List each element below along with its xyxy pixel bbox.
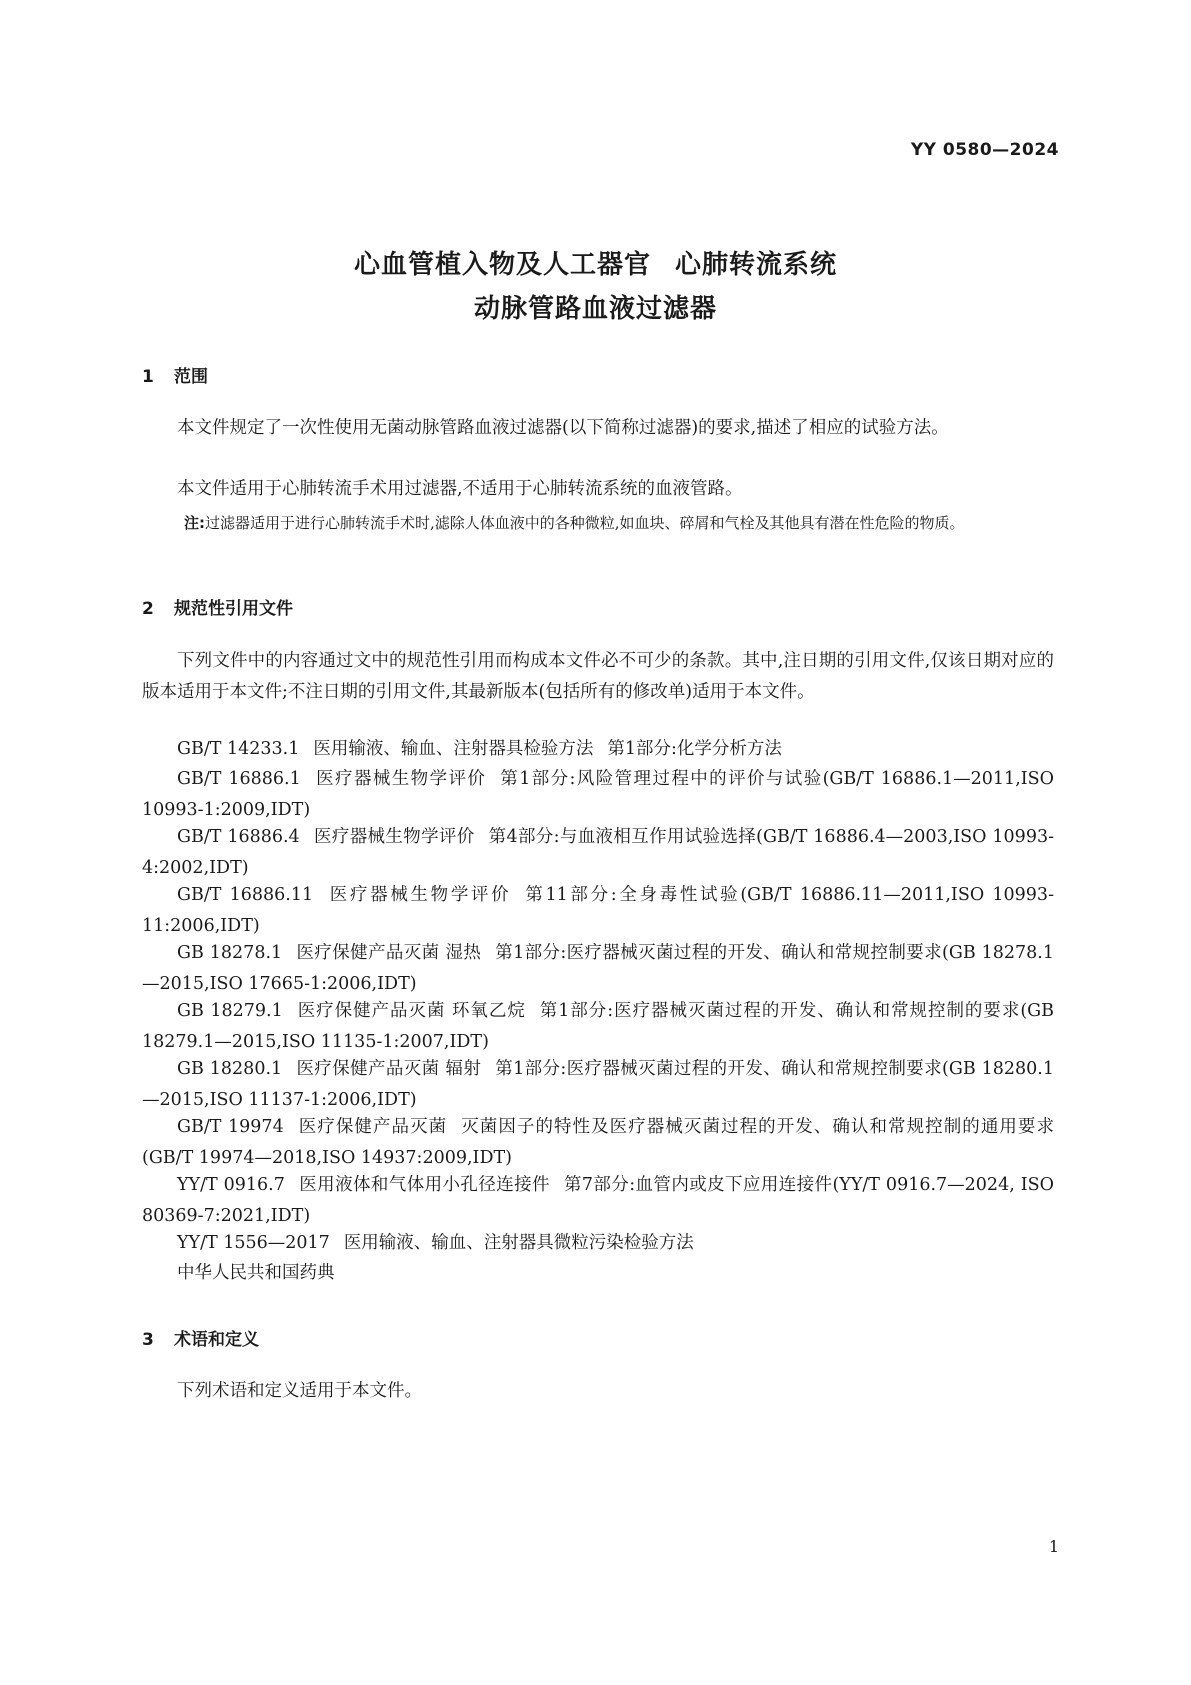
section-title: 术语和定义 bbox=[174, 1330, 259, 1350]
reference-code: GB/T 16886.4 bbox=[177, 827, 300, 847]
note-text: 过滤器适用于进行心肺转流手术时,滤除人体血液中的各种微粒,如血块、碎屑和气栓及其他具有潜在性危险的物质。 bbox=[205, 514, 965, 532]
reference-item bbox=[142, 734, 1054, 765]
reference-part: 第1部分:医疗器械灭菌过程的开发、确认和常规控制的要求(GB 18279.1—2015,ISO 11135-1:2007,IDT) bbox=[142, 1001, 1054, 1052]
reference-item bbox=[142, 1258, 1054, 1289]
reference-part: 第7部分:血管内或皮下应用连接件(YY/T 0916.7—2024, ISO 80369-7:2021,IDT) bbox=[142, 1175, 1054, 1226]
section-title: 规范性引用文件 bbox=[174, 599, 293, 619]
reference-part: 第1部分:风险管理过程中的评价与试验(GB/T 16886.1—2011,ISO 10993-1:2009,IDT) bbox=[142, 769, 1055, 820]
reference-item bbox=[142, 1054, 1054, 1116]
reference-title: 医疗保健产品灭菌 环氧乙烷 bbox=[296, 1001, 526, 1021]
section-number: 2 bbox=[142, 599, 154, 619]
reference-code: YY/T 1556—2017 bbox=[177, 1233, 330, 1253]
page-number: 1 bbox=[1048, 1537, 1059, 1556]
reference-item bbox=[142, 1228, 1054, 1259]
section-number: 3 bbox=[142, 1330, 154, 1350]
section-1-paragraph-2: 本文件适用于心肺转流手术用过滤器,不适用于心肺转流系统的血液管路。 bbox=[177, 479, 743, 499]
reference-title: 医疗保健产品灭菌 bbox=[297, 1117, 448, 1137]
section-1-heading bbox=[142, 362, 208, 387]
standard-code: YY 0580—2024 bbox=[910, 140, 1059, 160]
reference-code: GB 18279.1 bbox=[177, 1001, 283, 1021]
reference-item bbox=[142, 880, 1054, 942]
reference-part: 第11部分:全身毒性试验(GB/T 16886.11—2011,ISO 10993-11:2006,IDT) bbox=[142, 885, 1054, 936]
reference-item bbox=[142, 1112, 1054, 1174]
section-number: 1 bbox=[142, 367, 154, 387]
reference-item bbox=[142, 996, 1054, 1058]
reference-code: GB 18280.1 bbox=[177, 1059, 283, 1079]
reference-item bbox=[142, 938, 1054, 1000]
reference-part: 灭菌因子的特性及医疗器械灭菌过程的开发、确认和常规控制的通用要求(GB/T 19974—2018,ISO 14937:2009,IDT) bbox=[142, 1117, 1054, 1168]
reference-code: GB/T 16886.11 bbox=[177, 885, 314, 905]
reference-title: 医用输液、输血、注射器具微粒污染检验方法 bbox=[343, 1233, 694, 1253]
reference-code: GB 18278.1 bbox=[177, 943, 283, 963]
reference-code: YY/T 0916.7 bbox=[177, 1175, 285, 1195]
reference-part: 第1部分:医疗器械灭菌过程的开发、确认和常规控制要求(GB 18278.1—2015,ISO 17665-1:2006,IDT) bbox=[142, 943, 1055, 994]
reference-title: 医疗器械生物学评价 bbox=[327, 885, 512, 905]
reference-item bbox=[142, 1170, 1054, 1232]
section-1-note bbox=[184, 509, 1087, 537]
reference-item bbox=[142, 764, 1054, 826]
reference-code: GB/T 19974 bbox=[177, 1117, 284, 1137]
title-part-2: 心肺转流系统 bbox=[675, 250, 838, 280]
reference-item bbox=[142, 822, 1054, 884]
reference-part: 第1部分:化学分析方法 bbox=[607, 739, 782, 759]
note-label: 注: bbox=[184, 514, 205, 532]
section-title: 范围 bbox=[174, 367, 208, 387]
section-2-intro: 下列文件中的内容通过文中的规范性引用而构成本文件必不可少的条款。其中,注日期的引用文件,仅该日期对应的版本适用于本文件;不注日期的引用文件,其最新版本(包括所有的修改单)适用于本文件。 bbox=[142, 651, 1054, 702]
document-title-line-1 bbox=[0, 244, 1191, 281]
reference-title: 医疗保健产品灭菌 湿热 bbox=[296, 943, 482, 963]
reference-title: 医疗器械生物学评价 bbox=[313, 827, 475, 847]
reference-part: 第4部分:与血液相互作用试验选择(GB/T 16886.4—2003,ISO 10993-4:2002,IDT) bbox=[142, 827, 1054, 878]
reference-title: 医疗保健产品灭菌 辐射 bbox=[296, 1059, 482, 1079]
document-title-line-2: 动脉管路血液过滤器 bbox=[473, 294, 717, 324]
section-3-paragraph-1: 下列术语和定义适用于本文件。 bbox=[177, 1381, 422, 1401]
title-part-1: 心血管植入物及人工器官 bbox=[353, 250, 651, 280]
reference-title: 医用液体和气体用小孔径连接件 bbox=[298, 1175, 550, 1195]
section-1-paragraph-1: 本文件规定了一次性使用无菌动脉管路血液过滤器(以下简称过滤器)的要求,描述了相应的试验方法。 bbox=[177, 418, 949, 438]
reference-title: 中华人民共和国药典 bbox=[177, 1263, 335, 1283]
section-3-heading bbox=[142, 1325, 259, 1350]
reference-title: 医疗器械生物学评价 bbox=[314, 769, 487, 789]
reference-code: GB/T 14233.1 bbox=[177, 739, 300, 759]
reference-code: GB/T 16886.1 bbox=[177, 769, 301, 789]
reference-title: 医用输液、输血、注射器具检验方法 bbox=[313, 739, 594, 759]
section-2-heading bbox=[142, 594, 293, 619]
reference-part: 第1部分:医疗器械灭菌过程的开发、确认和常规控制要求(GB 18280.1—2015,ISO 11137-1:2006,IDT) bbox=[142, 1059, 1055, 1110]
